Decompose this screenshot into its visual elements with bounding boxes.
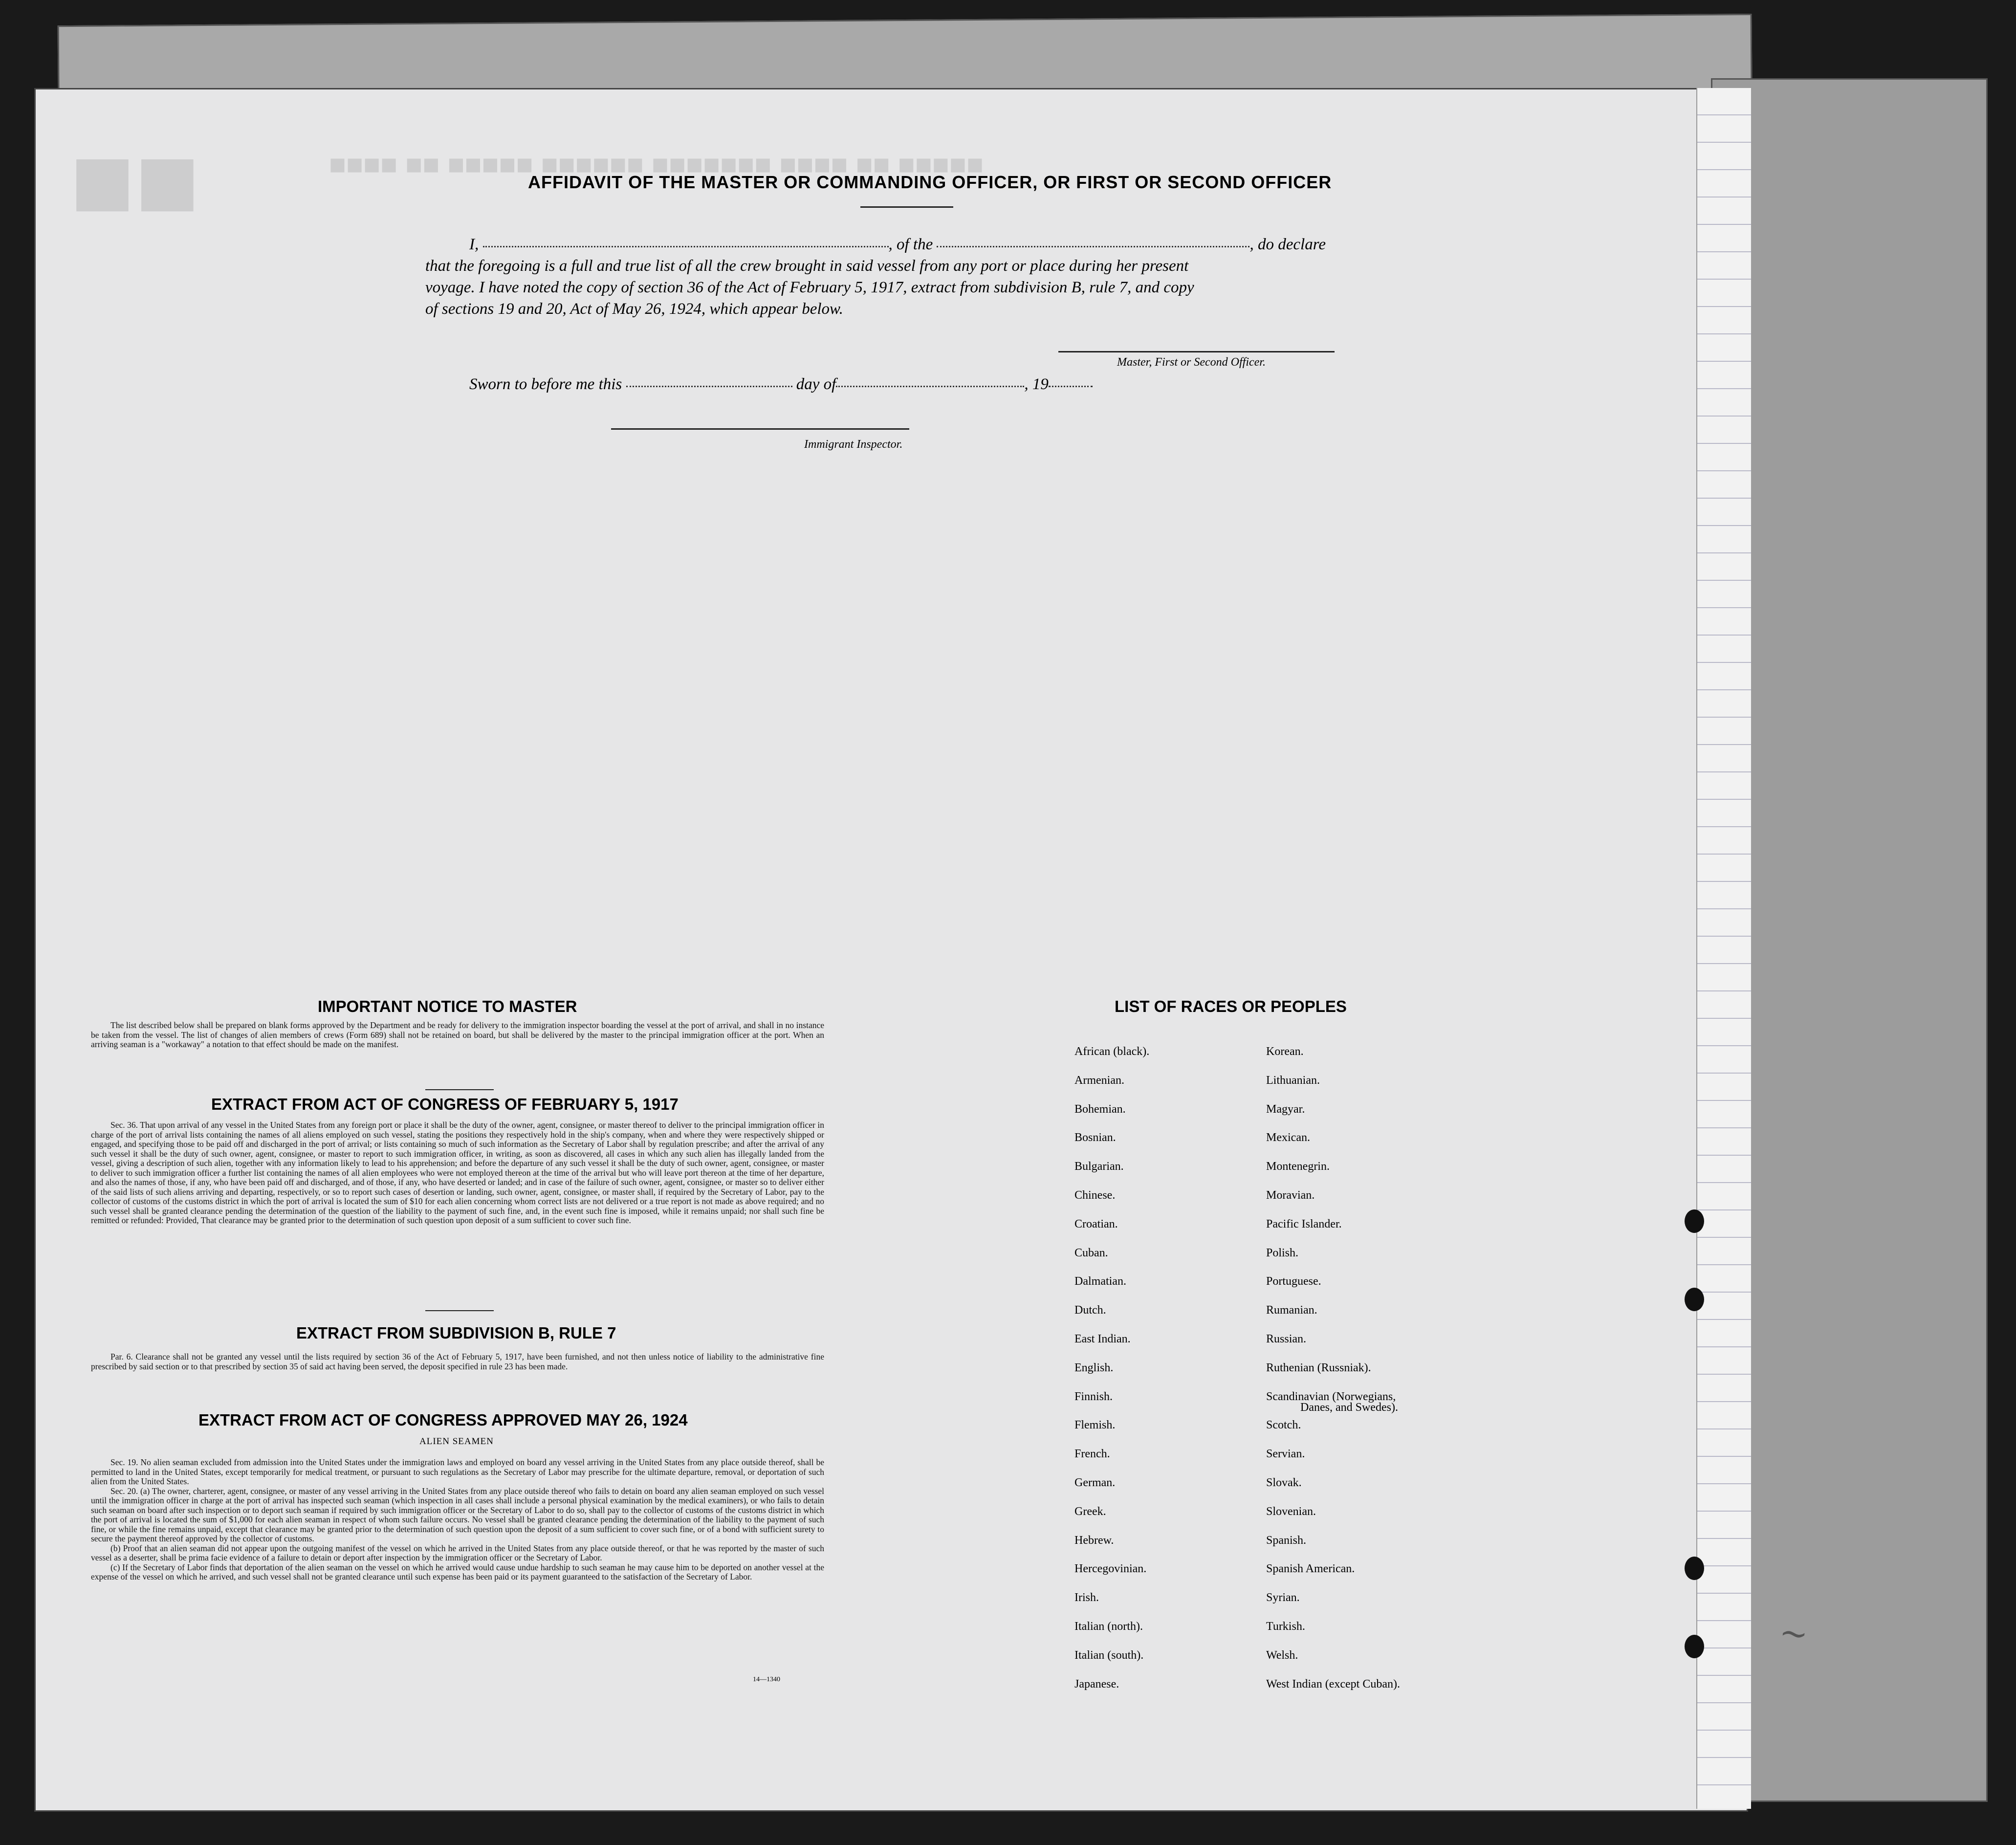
race-item: Greek. [1074,1505,1106,1518]
punch-hole [1685,1635,1704,1658]
background-page-right [1711,78,1988,1802]
race-item: Dalmatian. [1074,1275,1126,1288]
inspector-signature-line[interactable] [611,428,909,430]
notice-text [91,1021,824,1050]
race-item: Ruthenian (Russniak). [1266,1361,1371,1374]
race-item: Magyar. [1266,1102,1305,1116]
rule-7-paragraph: Par. 6. Clearance shall not be granted any vessel until the lists required by section 36 of the Act of February 5, 1917, have been furnished, and not then unless notice of liability to the administrative fine prescribed by said section or to that prescribed by section 35 of said act having been served, the deposit specified in rule 23 has been made. [91,1352,824,1371]
race-item: German. [1074,1476,1116,1489]
race-item: African (black). [1074,1045,1150,1058]
race-item: Scandinavian (Norwegians, [1266,1390,1396,1403]
sworn-text: Sworn to before me this [469,375,622,393]
races-heading: LIST OF RACES OR PEOPLES [1115,997,1347,1015]
sworn-day-field[interactable] [626,385,792,387]
bleed-through-number: ■■ [70,120,200,241]
affidavit-line-1 [469,236,1326,254]
punch-hole [1685,1557,1704,1580]
vessel-name-field[interactable] [937,245,1249,247]
race-item: Pacific Islander. [1266,1217,1342,1230]
extract-1924-text [91,1458,824,1582]
alien-seamen-subheading: ALIEN SEAMEN [419,1436,494,1447]
race-item: Montenegrin. [1266,1160,1330,1173]
sworn-month-field[interactable] [836,385,1024,387]
affidavit-text: I, [469,236,479,253]
section-36-paragraph: Sec. 36. That upon arrival of any vessel in the United States from any foreign port or place it shall be the duty of the owner, agent, consignee, or master thereof to deliver to the principal immigration officer in charge of the port of arrival lists containing the names of all aliens employed on such vessel, stating the positions they respectively hold in the ship's company, when and where they were respectively shipped or engaged, and specifying those to be paid off and discharged in the port of arrival; or lists containing so much of such information as the Secretary of Labor shall by regulation prescribe; and after the arrival of any such vessel it shall be the duty of such owner, agent, consignee, or master to report to such immigration officer, in writing, as soon as discovered, all cases in which any such alien has illegally landed from the vessel, giving a description of such alien, together with any information likely to lead to his apprehension; and before the departure of any such vessel it shall be the duty of such owner, agent, consignee, or master to deliver to such immigration officer a further list containing the names of all alien employees who were not employed thereon at the time of the arrival but who will leave port thereon at the time of her departure, and also the names of those, if any, who have been paid off and discharged, and of those, if any, who have deserted or landed; and in case of the failure of such owner, agent, consignee, or master so to deliver either of the said lists of such aliens arriving and departing, respectively, or so to report such cases of desertion or landing, such owner, agent, consignee, or master shall, if required by the Secretary of Labor, pay to the collector of customs of the customs district in which the port of arrival is located the sum of $10 for each alien concerning whom correct lists are not delivered or a true report is not made as above required; and no such vessel shall be granted clearance pending the determination of the question of the liability to the payment of such fine, and, in the event such fine is imposed, while it remains unpaid; nor shall such fine be remitted or refunded: Provided, That clearance may be granted prior to the determination of such question upon deposit of a sum sufficient to cover such fine. [91,1120,824,1225]
race-item: English. [1074,1361,1114,1374]
race-item: Chinese. [1074,1189,1116,1202]
notice-heading: IMPORTANT NOTICE TO MASTER [318,997,577,1015]
section-19-paragraph: Sec. 19. No alien seaman excluded from admission into the United States under the immigration laws and employed on board any vessel arriving in the United States from any place outside thereof, shall be permitted to land in the United States, except temporarily for medical treatment, or pursuant to such regulations as the Secretary of Labor may prescribe for the ultimate departure, removal, or deportation of such alien from the United States. [91,1457,824,1486]
master-caption: Master, First or Second Officer. [1117,356,1266,369]
race-item: Italian (south). [1074,1648,1144,1662]
race-item: Irish. [1074,1591,1099,1604]
race-item: Hebrew. [1074,1534,1114,1547]
race-item: Turkish. [1266,1620,1305,1633]
race-item: West Indian (except Cuban). [1266,1677,1400,1691]
race-item: Rumanian. [1266,1304,1317,1317]
punch-hole [1685,1209,1704,1233]
race-item: Korean. [1266,1045,1304,1058]
race-item: Croatian. [1074,1217,1118,1230]
extract-1917-heading: EXTRACT FROM ACT OF CONGRESS OF FEBRUARY 5, 1917 [211,1095,679,1113]
sworn-text: day of [796,375,836,393]
race-item: Slovenian. [1266,1505,1316,1518]
race-item: Polish. [1266,1246,1299,1259]
sworn-line [469,375,1093,394]
binding-strip [1696,88,1751,1809]
race-item: Italian (north). [1074,1620,1143,1633]
master-signature-line[interactable] [1058,351,1335,352]
affidavit-line-4: of sections 19 and 20, Act of May 26, 1924, which appear below. [425,300,843,318]
heading-rule [860,206,953,208]
extract-1917-text [91,1120,824,1226]
race-item: Scotch. [1266,1419,1301,1432]
race-item: Russian. [1266,1333,1307,1345]
race-item: Welsh. [1266,1648,1298,1662]
race-item: Bulgarian. [1074,1160,1124,1173]
extract-rule7-text [91,1352,824,1371]
race-item: Spanish. [1266,1534,1307,1547]
race-item: French. [1074,1448,1110,1461]
sworn-year-field[interactable] [1049,385,1093,387]
extract-1924-heading: EXTRACT FROM ACT OF CONGRESS APPROVED MAY 26, 1924 [198,1411,688,1429]
inspector-caption: Immigrant Inspector. [804,438,903,451]
race-item: Lithuanian. [1266,1074,1320,1087]
race-item: Bohemian. [1074,1102,1126,1116]
extract-rule7-heading: EXTRACT FROM SUBDIVISION B, RULE 7 [296,1324,616,1342]
section-20a-paragraph: Sec. 20. (a) The owner, charterer, agent, consignee, or master of any vessel arriving in the United States from any place outside thereof who fails to detain on board any alien seaman employed on such vessel until the immigration officer in charge at the port of arrival has inspected such seaman (which inspection in all cases shall include a personal physical examination by the medical examiners), or who fails to detain such seaman on board after such inspection or to deport such seaman if required by such immigration officer or the Secretary of Labor to do so, shall pay to the collector of customs of the customs district in which the port of arrival is located the sum of $1,000 for each alien seaman in respect of whom such failure occurs. No vessel shall be granted clearance pending the determination of the liability to the payment of such fine, or while the fine remains unpaid, except that clearance may be granted prior to the determination of such question upon the deposit of a sum sufficient to cover such fine, or of a bond with sufficient surety to secure the payment thereof approved by the collector of customs. [91,1486,824,1543]
affidavit-line-2: that the foregoing is a full and true list of all the crew brought in said vessel from any port or place during her present [425,257,1189,275]
race-item-continuation: Danes, and Swedes). [1300,1401,1398,1414]
race-item: Slovak. [1266,1476,1302,1489]
race-item: Moravian. [1266,1189,1315,1202]
affidavit-text: , of the [888,236,933,253]
race-item: Cuban. [1074,1246,1108,1259]
race-item: Spanish American. [1266,1562,1355,1576]
race-item: Servian. [1266,1448,1305,1461]
punch-hole [1685,1288,1704,1311]
race-item: Hercegovinian. [1074,1562,1147,1576]
form-number: 14—1340 [753,1676,780,1683]
bleed-through: ■■■■■ ■■ ■■■■ ■■■■■■■ ■■■■■■ ■■■■■ ■■ ■■■■ [329,149,984,180]
sworn-text: , 19 [1024,375,1049,393]
race-item: Bosnian. [1074,1131,1116,1144]
section-20c-paragraph: (c) If the Secretary of Labor finds that deportation of the alien seaman on the vessel on which he arrived would cause undue hardship to such seaman he may cause him to be deported on another vessel at the expense of the vessel on which he arrived, and such vessel shall not be granted clearance until such expense has been paid or its payment guaranteed to the satisfaction of the Secretary of Labor. [91,1562,824,1581]
race-item: Japanese. [1074,1677,1119,1691]
master-name-field[interactable] [483,245,889,247]
race-item: Mexican. [1266,1131,1310,1144]
notice-paragraph: The list described below shall be prepared on blank forms approved by the Department and be ready for delivery to the immigration inspector boarding the vessel at the port of arrival, and shall in no instance be taken from the vessel. The list of changes of alien members of crews (Form 689) shall not be retained on board, but shall be delivered by the master to the principal immigration officer at the port. When an arriving seaman is a "workaway" a notation to that effect should be made on the manifest. [91,1020,824,1049]
race-item: Flemish. [1074,1419,1116,1432]
race-item: Armenian. [1074,1074,1124,1087]
section-rule [425,1089,494,1090]
section-20b-paragraph: (b) Proof that an alien seaman did not appear upon the outgoing manifest of the vessel on which he arrived in the United States from any place outside thereof, or that he was reported by the master of such vessel as a deserter, shall be prima facie evidence of a failure to detain or deport after inspection by the immigration officer or the Secretary of Labor. [91,1543,824,1562]
race-item: East Indian. [1074,1333,1131,1345]
race-item: Dutch. [1074,1304,1106,1317]
section-rule [425,1310,494,1311]
race-item: Portuguese. [1266,1275,1321,1288]
race-item: Finnish. [1074,1390,1113,1403]
affidavit-heading: AFFIDAVIT OF THE MASTER OR COMMANDING OFFICER, OR FIRST OR SECOND OFFICER [528,172,1332,192]
handwriting-mark: ~ [1776,1611,1811,1655]
affidavit-line-3: voyage. I have noted the copy of section 36 of the Act of February 5, 1917, extract from subdivision B, rule 7, and copy [425,279,1194,296]
race-item: Syrian. [1266,1591,1300,1604]
affidavit-text: , do declare [1249,236,1326,253]
